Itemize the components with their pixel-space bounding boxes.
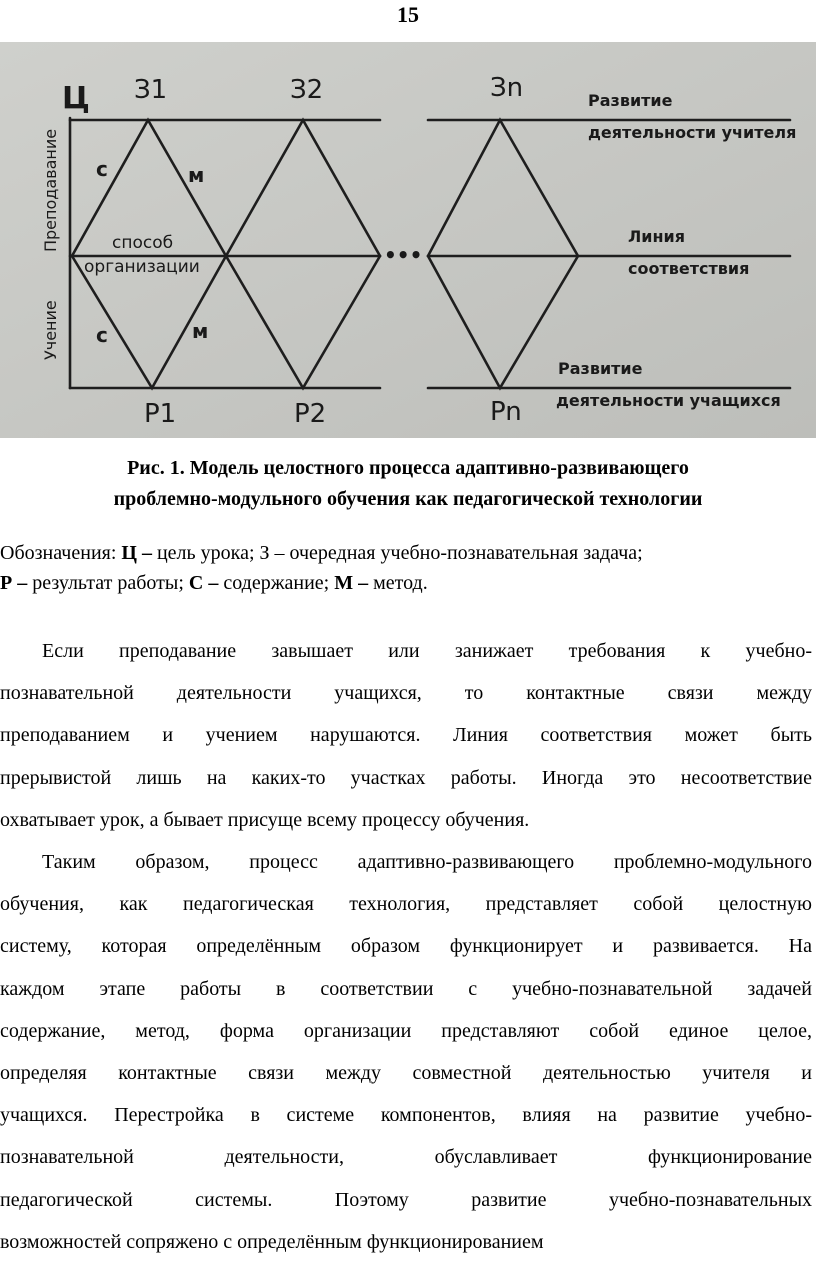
paragraph-1 (0, 630, 812, 841)
p2-line: систему, которая определённым образом функционирует и развивается. На (0, 935, 812, 958)
student-development-label-line2: деятельности учащихся (556, 391, 781, 410)
legend-m-key: М – (334, 572, 369, 594)
page-number: 15 (397, 2, 419, 27)
result-2-label: P2 (294, 399, 327, 429)
method-upper-label: м (188, 163, 205, 187)
content-lower-label: с (96, 323, 108, 347)
teacher-development-label-line2: деятельности учителя (588, 123, 797, 142)
organization-label-line1: способ (112, 233, 174, 253)
legend-s-text: содержание; (218, 572, 335, 594)
p1-line: прерывистой лишь на каких-то участках работы. Иногда это несоответствие (0, 766, 812, 789)
p1-line: преподаванием и учением нарушаются. Линия соответствия может быть (0, 724, 812, 747)
content-upper-label: с (96, 157, 108, 181)
p1-line: познавательной деятельности учащихся, то контактные связи между (0, 682, 812, 705)
teaching-axis-label: Преподавание (41, 128, 60, 252)
result-n-label: Pn (490, 397, 522, 427)
p2-line: содержание, метод, форма организации представляют собой единое целое, (0, 1019, 812, 1042)
legend-r-key: Р – (0, 572, 28, 594)
caption-line-1: Рис. 1. Модель целостного процесса адаптивно-развивающего (127, 457, 689, 479)
goal-label: Ц (62, 81, 90, 116)
p2-line: определяя контактные связи между совместной деятельностью учителя и (0, 1062, 812, 1085)
p2-line: педагогической системы. Поэтому развитие учебно-познавательных (0, 1188, 812, 1211)
legend (0, 538, 812, 598)
legend-m-text: метод. (368, 572, 428, 594)
p2-line: познавательной деятельности, обуславливает функционирование (0, 1146, 812, 1169)
figure-caption (20, 453, 796, 515)
figure-model-diagram (0, 42, 816, 438)
student-development-label-line1: Развитие (558, 359, 643, 378)
p1-line: охватывает урок, а бывает присуще всему процессу обучения. (0, 808, 530, 831)
result-1-label: P1 (144, 399, 177, 429)
diagram-svg (0, 42, 816, 438)
legend-prefix: Обозначения: (0, 542, 122, 564)
ellipsis-label: ••• (384, 243, 423, 267)
paragraph-2 (0, 841, 812, 1263)
method-lower-label: м (192, 319, 209, 343)
legend-c-text: цель урока; З – очередная учебно-познавательная задача; (151, 542, 643, 564)
p2-line: Таким образом, процесс адаптивно-развивающего проблемно-модульного (42, 851, 812, 874)
p2-line: каждом этапе работы в соответствии с учебно-познавательной задачей (0, 977, 812, 1000)
organization-label-line2: организации (84, 257, 200, 277)
task-2-label: З2 (290, 75, 324, 105)
correspondence-label-line1: Линия (628, 227, 686, 246)
correspondence-label-line2: соответствия (628, 259, 750, 278)
body-text (0, 630, 812, 1263)
p2-line: учащихся. Перестройка в системе компонентов, влияя на развитие учебно- (0, 1104, 812, 1127)
p1-line: Если преподавание завышает или занижает требования к учебно- (42, 640, 812, 662)
legend-c-key: Ц – (121, 542, 152, 564)
teacher-development-label-line1: Развитие (588, 91, 673, 110)
task-n-label: Зn (490, 73, 524, 103)
learning-axis-label: Учение (41, 300, 60, 360)
caption-line-2: проблемно-модульного обучения как педагогической технологии (113, 488, 703, 510)
p2-line: возможностей сопряжено с определённым функционированием (0, 1230, 544, 1253)
legend-s-key: С – (188, 572, 219, 594)
p2-line: обучения, как педагогическая технология, представляет собой целостную (0, 893, 812, 916)
task-1-label: З1 (134, 75, 168, 105)
legend-r-text: результат работы; (27, 572, 189, 594)
